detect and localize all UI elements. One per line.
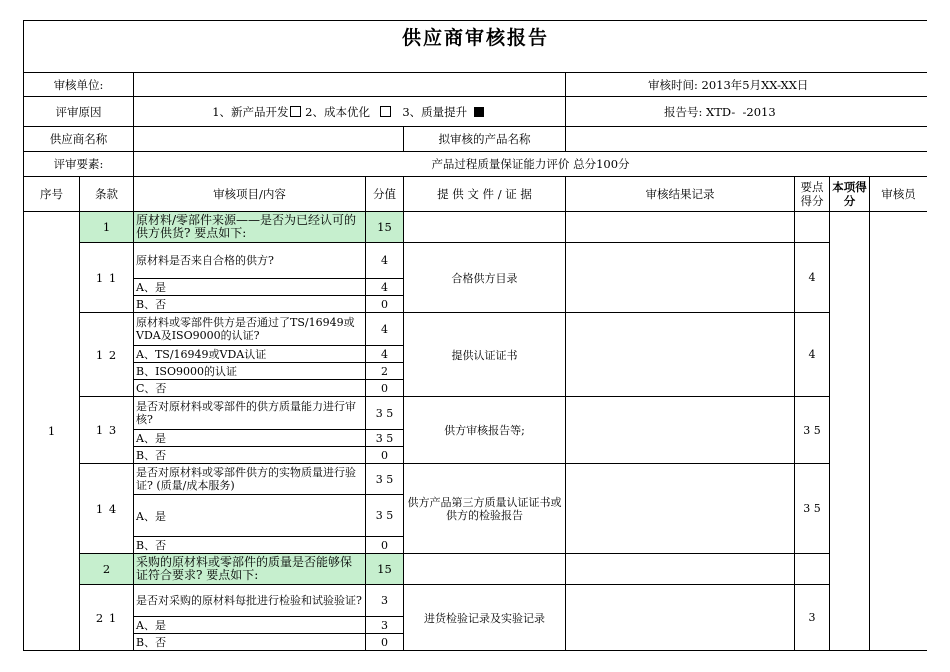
clause-number: 2 1 xyxy=(80,585,134,651)
audit-unit-label: 审核单位: xyxy=(24,73,134,97)
option-b: B、ISO9000的认证 xyxy=(134,363,366,380)
clause-question: 原材料或零部件供方是否通过了TS/16949或VDA及ISO9000的认证? xyxy=(134,313,366,346)
audit-unit-value[interactable] xyxy=(134,73,566,97)
option-b: B、否 xyxy=(134,447,366,464)
supplier-name-label: 供应商名称 xyxy=(24,127,134,152)
point-score-cell[interactable] xyxy=(795,554,830,585)
point-score-cell[interactable] xyxy=(795,212,830,243)
clause-question: 是否对采购的原材料每批进行检验和试验验证? xyxy=(134,585,366,617)
option-a-score: 4 xyxy=(366,279,404,296)
option-a: A、是 xyxy=(134,617,366,634)
result-cell[interactable] xyxy=(566,554,795,585)
option-b-score: 0 xyxy=(366,634,404,651)
auditor-cell[interactable] xyxy=(870,212,928,651)
reason-new-product: 1、新产品开发 xyxy=(212,104,289,119)
option-a: A、是 xyxy=(134,430,366,447)
header-seq: 序号 xyxy=(24,177,80,212)
section-title: 采购的原材料或零部件的质量是否能够保证符合要求? 要点如下: xyxy=(134,554,366,585)
section-number: 2 xyxy=(80,554,134,585)
result-cell[interactable] xyxy=(566,313,795,397)
result-cell[interactable] xyxy=(566,212,795,243)
clause-score: 3 xyxy=(366,585,404,617)
point-score-cell: 4 xyxy=(795,313,830,397)
section-score: 15 xyxy=(366,212,404,243)
result-cell[interactable] xyxy=(566,464,795,554)
point-score-cell: 4 xyxy=(795,243,830,313)
audit-time-cell[interactable] xyxy=(566,73,928,97)
review-elements-value: 产品过程质量保证能力评价 总分100分 xyxy=(134,152,928,177)
option-c: C、否 xyxy=(134,380,366,397)
result-cell[interactable] xyxy=(566,585,795,651)
review-reason-options xyxy=(134,97,566,127)
header-point-score: 要点得分 xyxy=(795,177,830,212)
unchecked-box-icon[interactable] xyxy=(380,106,391,117)
option-a-score: 3 xyxy=(366,617,404,634)
evidence-cell: 合格供方目录 xyxy=(404,243,566,313)
option-a-score: 3 5 xyxy=(366,495,404,537)
reason-quality-improve: 3、质量提升 xyxy=(402,104,468,119)
supplier-name-value[interactable] xyxy=(134,127,404,152)
header-item: 审核项目/内容 xyxy=(134,177,366,212)
option-b: B、否 xyxy=(134,634,366,651)
header-evidence: 提 供 文 件 / 证 据 xyxy=(404,177,566,212)
report-number-label: 报告号: xyxy=(664,104,703,119)
evidence-cell: 供方审核报告等; xyxy=(404,397,566,464)
header-item-score: 本项得分 xyxy=(830,177,870,212)
product-name-label: 拟审核的产品名称 xyxy=(404,127,566,152)
clause-score: 4 xyxy=(366,243,404,279)
option-c-score: 0 xyxy=(366,380,404,397)
option-b-score: 0 xyxy=(366,537,404,554)
seq-number: 1 xyxy=(24,212,80,651)
report-title: 供应商审核报告 xyxy=(24,21,928,73)
header-clause: 条款 xyxy=(80,177,134,212)
option-a-score: 4 xyxy=(366,346,404,363)
option-b: B、否 xyxy=(134,537,366,554)
review-reason-label: 评审原因 xyxy=(24,97,134,127)
option-a-score: 3 5 xyxy=(366,430,404,447)
review-elements-label: 评审要素: xyxy=(24,152,134,177)
option-b: B、否 xyxy=(134,296,366,313)
clause-score: 4 xyxy=(366,313,404,346)
clause-question: 是否对原材料或零部件供方的实物质量进行验证? (质量/成本服务) xyxy=(134,464,366,495)
option-b-score: 0 xyxy=(366,447,404,464)
option-b-score: 0 xyxy=(366,296,404,313)
evidence-cell[interactable] xyxy=(404,554,566,585)
clause-number: 1 1 xyxy=(80,243,134,313)
report-number-cell[interactable] xyxy=(566,97,928,127)
clause-question: 是否对原材料或零部件的供方质量能力进行审核? xyxy=(134,397,366,430)
report-number-value: XTD- -2013 xyxy=(706,104,776,119)
item-score-cell[interactable] xyxy=(830,212,870,651)
evidence-cell: 进货检验记录及实验记录 xyxy=(404,585,566,651)
evidence-cell: 供方产品第三方质量认证证书或供方的检验报告 xyxy=(404,464,566,554)
clause-score: 3 5 xyxy=(366,464,404,495)
point-score-cell: 3 xyxy=(795,585,830,651)
clause-question: 原材料是否来自合格的供方? xyxy=(134,243,366,279)
header-auditor: 审核员 xyxy=(870,177,928,212)
option-a: A、是 xyxy=(134,495,366,537)
point-score-cell: 3 5 xyxy=(795,464,830,554)
point-score-cell: 3 5 xyxy=(795,397,830,464)
clause-number: 1 4 xyxy=(80,464,134,554)
clause-number: 1 2 xyxy=(80,313,134,397)
audit-time-label: 审核时间: xyxy=(648,77,698,92)
evidence-cell[interactable] xyxy=(404,212,566,243)
audit-time-value: 2013年5月XX-XX日 xyxy=(701,77,809,92)
header-score: 分值 xyxy=(366,177,404,212)
header-result: 审核结果记录 xyxy=(566,177,795,212)
checked-box-icon[interactable] xyxy=(474,107,484,117)
evidence-cell: 提供认证证书 xyxy=(404,313,566,397)
option-a: A、TS/16949或VDA认证 xyxy=(134,346,366,363)
section-score: 15 xyxy=(366,554,404,585)
audit-report-table xyxy=(23,20,927,651)
section-title: 原材料/零部件来源——是否为已经认可的供方供货? 要点如下: xyxy=(134,212,366,243)
option-a: A、是 xyxy=(134,279,366,296)
clause-score: 3 5 xyxy=(366,397,404,430)
clause-number: 1 3 xyxy=(80,397,134,464)
reason-cost-optimize: 2、成本优化 xyxy=(305,104,370,119)
result-cell[interactable] xyxy=(566,243,795,313)
section-number: 1 xyxy=(80,212,134,243)
result-cell[interactable] xyxy=(566,397,795,464)
option-b-score: 2 xyxy=(366,363,404,380)
report-sheet xyxy=(23,20,927,672)
product-name-value[interactable] xyxy=(566,127,928,152)
unchecked-box-icon[interactable] xyxy=(290,106,301,117)
